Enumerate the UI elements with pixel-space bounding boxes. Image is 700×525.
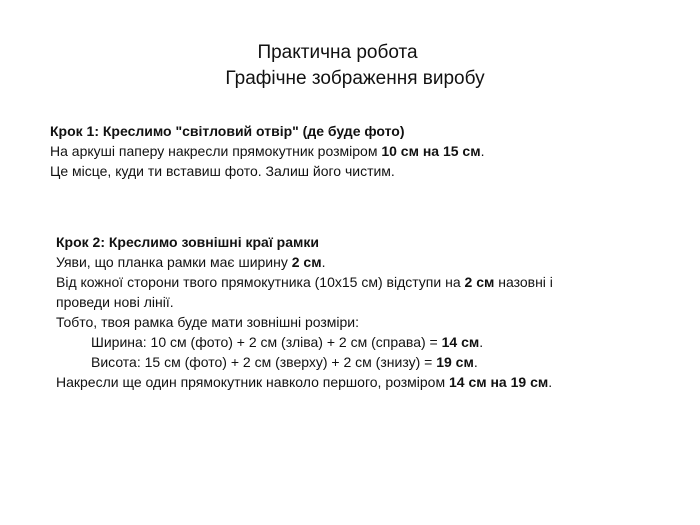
step-1-section xyxy=(50,121,650,181)
step-2-line-4-text: Накресли ще один прямокутник навколо першого, розміром xyxy=(56,374,449,390)
step-1-line-1-size: 10 см на 15 см xyxy=(381,143,481,159)
title-line-2: Графічне зображення виробу xyxy=(225,68,485,89)
step-1-line-1 xyxy=(50,141,650,161)
title-line-1: Практична робота xyxy=(257,42,418,63)
step-2-section xyxy=(56,232,576,392)
step-2-line-2-text: Від кожної сторони твого прямокутника (10х15 см) відступи на xyxy=(56,274,465,290)
step-2-line-2 xyxy=(56,272,576,312)
step-2-height-result: 19 см xyxy=(436,354,474,370)
step-2-line-4-size: 14 см на 19 см xyxy=(448,374,549,390)
step-1-line-2: Це місце, куди ти вставиш фото. Залиш його чистим. xyxy=(50,163,395,179)
step-2-line-4 xyxy=(56,372,576,392)
step-2-line-1-width: 2 см xyxy=(291,254,322,270)
step-2-line-3: Тобто, твоя рамка буде мати зовнішні розміри: xyxy=(56,314,360,330)
step-1-line-1-text: На аркуші паперу накресли прямокутник розміром xyxy=(50,143,382,159)
step-2-width-result: 14 см xyxy=(441,334,480,350)
step-2-width-text: Ширина: 10 см (фото) + 2 см (зліва) + 2 см (справа) = xyxy=(91,334,442,350)
step-2-line-4-end: . xyxy=(548,374,553,390)
step-2-line-1 xyxy=(56,252,576,272)
step-2-height-text: Висота: 15 см (фото) + 2 см (зверху) + 2 см (знизу) = xyxy=(91,354,437,370)
step-2-line-1-text: Уяви, що планка рамки має ширину xyxy=(56,254,292,270)
page-title xyxy=(0,40,700,92)
step-1-heading: Крок 1: Креслимо "світловий отвір" (де буде фото) xyxy=(50,123,405,139)
step-2-line-1-end: . xyxy=(321,254,326,270)
step-2-line-2-end: назовні і проведи нові лінії. xyxy=(56,274,553,310)
step-1-line-1-end: . xyxy=(480,143,485,159)
step-2-width-calc xyxy=(56,332,576,352)
step-2-heading: Крок 2: Креслимо зовнішні краї рамки xyxy=(56,234,319,250)
step-2-height-end: . xyxy=(473,354,478,370)
step-2-height-calc xyxy=(56,352,576,372)
step-2-line-2-offset: 2 см xyxy=(464,274,495,290)
step-2-width-end: . xyxy=(479,334,484,350)
